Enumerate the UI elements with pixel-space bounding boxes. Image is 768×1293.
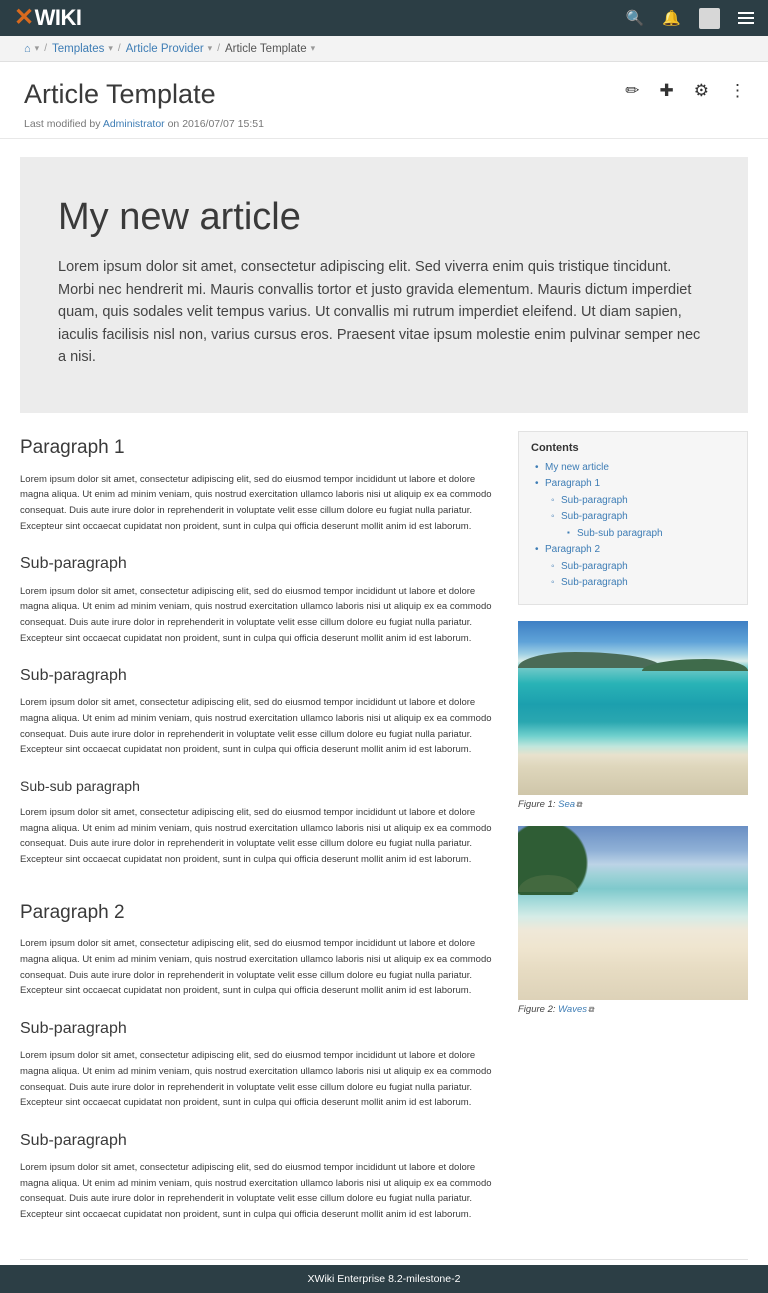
toc-item[interactable] [545,460,735,477]
toc-sublist [545,493,735,543]
toc-item[interactable] [545,542,735,592]
figure-2-caption-prefix: Figure 2: [518,1003,556,1015]
breadcrumb-separator: / [44,43,47,54]
toc-link-p1-subsub[interactable]: Sub-sub paragraph [577,527,663,539]
breadcrumb-provider-caret[interactable]: ▾ [207,43,213,53]
search-icon[interactable]: 🔍 [625,9,645,27]
toc-list [531,460,735,592]
heading-paragraph-2: Paragraph 2 [20,901,125,923]
breadcrumb-item-templates[interactable]: Templates [51,42,105,55]
paragraph-text: Lorem ipsum dolor sit amet, consectetur adipiscing elit, sed do eiusmod tempor incididunt ut labore et dolore magna aliqua. Ut enim ad minim veniam, quis nostrud exercitation ullamco laboris nisi ut aliquip ex ea commodo consequat. Duis aute irure dolor in reprehenderit in voluptate velit esse cillum dolore eu fugiat nulla pariatur. Excepteur sint occaecat cupidatat non proident, sunt in culpa qui officia deserunt mollit anim id est laborum. [20,473,492,532]
breadcrumb-templates-caret[interactable]: ▾ [108,43,113,53]
last-modified-date: on 2016/07/07 15:51 [167,117,264,130]
breadcrumb [0,36,768,62]
more-actions-button[interactable]: ⋮ [729,81,746,100]
logo-x-icon: ✕ [14,4,34,31]
external-link-icon: ⧉ [576,799,582,809]
breadcrumb-home-caret[interactable]: ▾ [34,43,40,53]
toc-link-paragraph-2[interactable]: Paragraph 2 [545,544,601,556]
settings-gear-button[interactable]: ⚙ [693,81,709,100]
heading-p1-sub-paragraph-2: Sub-paragraph [20,667,127,685]
breadcrumb-current-caret[interactable]: ▾ [310,43,316,53]
heading-p2-sub-paragraph-2: Sub-paragraph [20,1131,127,1149]
article-sidebar-column [518,431,748,1015]
home-icon[interactable]: ⌂ [24,42,31,55]
top-navigation-bar [0,0,768,36]
last-modified-author-link[interactable]: Administrator [102,117,165,130]
heading-paragraph-1: Paragraph 1 [20,436,125,458]
breadcrumb-item-current: Article Template [224,42,307,55]
toc-link-p2-sub-1[interactable]: Sub-paragraph [561,560,628,572]
user-avatar[interactable] [699,8,720,29]
toc-link-paragraph-1[interactable]: Paragraph 1 [545,478,601,490]
paragraph-text: Lorem ipsum dolor sit amet, consectetur adipiscing elit, sed do eiusmod tempor incididunt ut labore et dolore magna aliqua. Ut enim ad minim veniam, quis nostrud exercitation ullamco laboris nisi ut aliquip ex ea commodo consequat. Duis aute irure dolor in reprehenderit in voluptate velit esse cillum dolore eu fugiat nulla pariatur. Excepteur sint occaecat cupidatat non proident, sunt in culpa qui officia deserunt mollit anim id est laborum. [20,585,492,644]
footer-version-text: XWiki Enterprise 8.2-milestone-2 [307,1272,461,1285]
figure-1-caption-prefix: Figure 1: [518,798,556,810]
notifications-bell-icon[interactable]: 🔔 [662,9,681,27]
paragraph-text: Lorem ipsum dolor sit amet, consectetur adipiscing elit, sed do eiusmod tempor incididunt ut labore et dolore magna aliqua. Ut enim ad minim veniam, quis nostrud exercitation ullamco laboris nisi ut aliquip ex ea commodo consequat. Duis aute irure dolor in reprehenderit in voluptate velit esse cillum dolore eu fugiat nulla pariatur. Excepteur sint occaecat cupidatat non proident, sunt in culpa qui officia deserunt mollit anim id est laborum. [20,806,492,865]
page-header [0,62,768,139]
hero-text: Lorem ipsum dolor sit amet, consectetur adipiscing elit. Sed viverra enim quis tristique tincidunt. Morbi nec hendrerit mi. Mauris convallis tortor et justo gravida elementum. Mauris dictum imperdiet quam, quis sodales velit tempus varius. Ut convallis mi rutrum imperdiet eleifend. Ut diam sapien, iaculis facilisis nisl non, varius cursus eros. Praesent vitae ipsum molestie enim pulvinar semper nec a nisi. [58,259,701,366]
logo-text: WIKI [34,5,82,30]
content-area [0,413,768,1237]
toc-sublist [545,559,735,592]
beach-waves-photo [518,826,748,1000]
heading-p1-sub-paragraph-1: Sub-paragraph [20,555,127,573]
toc-item[interactable] [561,559,735,576]
page-last-modified-meta [24,118,744,130]
toc-subsublist [561,526,735,543]
main-menu-icon[interactable] [738,9,754,27]
hero-title: My new article [58,195,301,238]
table-of-contents [518,431,748,605]
heading-p1-sub-sub-paragraph: Sub-sub paragraph [20,778,140,795]
breadcrumb-item-article-provider[interactable]: Article Provider [125,42,204,55]
heading-p2-sub-paragraph-1: Sub-paragraph [20,1020,127,1038]
paragraph-text: Lorem ipsum dolor sit amet, consectetur adipiscing elit, sed do eiusmod tempor incididunt ut labore et dolore magna aliqua. Ut enim ad minim veniam, quis nostrud exercitation ullamco laboris nisi ut aliquip ex ea commodo consequat. Duis aute irure dolor in reprehenderit in voluptate velit esse cillum dolore eu fugiat nulla pariatur. Excepteur sint occaecat cupidatat non proident, sunt in culpa qui officia deserunt mollit anim id est laborum. [20,938,492,997]
toc-link-p1-sub-1[interactable]: Sub-paragraph [561,494,628,506]
paragraph-text: Lorem ipsum dolor sit amet, consectetur adipiscing elit, sed do eiusmod tempor incididunt ut labore et dolore magna aliqua. Ut enim ad minim veniam, quis nostrud exercitation ullamco laboris nisi ut aliquip ex ea commodo consequat. Duis aute irure dolor in reprehenderit in voluptate velit esse cillum dolore eu fugiat nulla pariatur. Excepteur sint occaecat cupidatat non proident, sunt in culpa qui officia deserunt mollit anim id est laborum. [20,697,492,756]
figure-2 [518,826,748,1015]
topbar-actions [626,8,754,29]
hero-banner [20,157,748,413]
toc-title: Contents [531,441,579,454]
figure-2-caption-link[interactable]: Waves [558,1003,588,1015]
beach-sea-photo [518,621,748,795]
toc-link-p2-sub-2[interactable]: Sub-paragraph [561,577,628,589]
xwiki-logo[interactable] [14,6,82,30]
last-modified-prefix: Last modified by [24,117,101,130]
page-action-buttons [625,82,746,99]
article-main-column [20,431,500,1237]
breadcrumb-separator: / [217,43,220,54]
toc-link-p1-sub-2[interactable]: Sub-paragraph [561,511,628,523]
edit-pencil-button[interactable]: ✏ [625,81,640,100]
page-title: Article Template [24,79,216,109]
external-link-icon: ⧉ [588,1004,594,1014]
figure-1 [518,621,748,810]
toc-item[interactable] [561,509,735,542]
footer-version-bar [0,1265,768,1293]
toc-link-my-new-article[interactable]: My new article [545,461,609,473]
figure-1-caption [518,799,748,810]
figure-2-caption [518,1004,748,1015]
paragraph-text: Lorem ipsum dolor sit amet, consectetur adipiscing elit, sed do eiusmod tempor incididunt ut labore et dolore magna aliqua. Ut enim ad minim veniam, quis nostrud exercitation ullamco laboris nisi ut aliquip ex ea commodo consequat. Duis aute irure dolor in reprehenderit in voluptate velit esse cillum dolore eu fugiat nulla pariatur. Excepteur sint occaecat cupidatat non proident, sunt in culpa qui officia deserunt mollit anim id est laborum. [20,1162,492,1221]
toc-item[interactable] [561,575,735,592]
add-button[interactable]: ✚ [659,81,674,100]
toc-item[interactable] [577,526,735,543]
toc-item[interactable] [561,493,735,510]
breadcrumb-separator: / [117,43,121,54]
toc-item[interactable] [545,476,735,542]
paragraph-text: Lorem ipsum dolor sit amet, consectetur adipiscing elit, sed do eiusmod tempor incididunt ut labore et dolore magna aliqua. Ut enim ad minim veniam, quis nostrud exercitation ullamco laboris nisi ut aliquip ex ea commodo consequat. Duis aute irure dolor in reprehenderit in voluptate velit esse cillum dolore eu fugiat nulla pariatur. Excepteur sint occaecat cupidatat non proident, sunt in culpa qui officia deserunt mollit anim id est laborum. [20,1050,492,1109]
figure-1-caption-link[interactable]: Sea [558,798,576,810]
